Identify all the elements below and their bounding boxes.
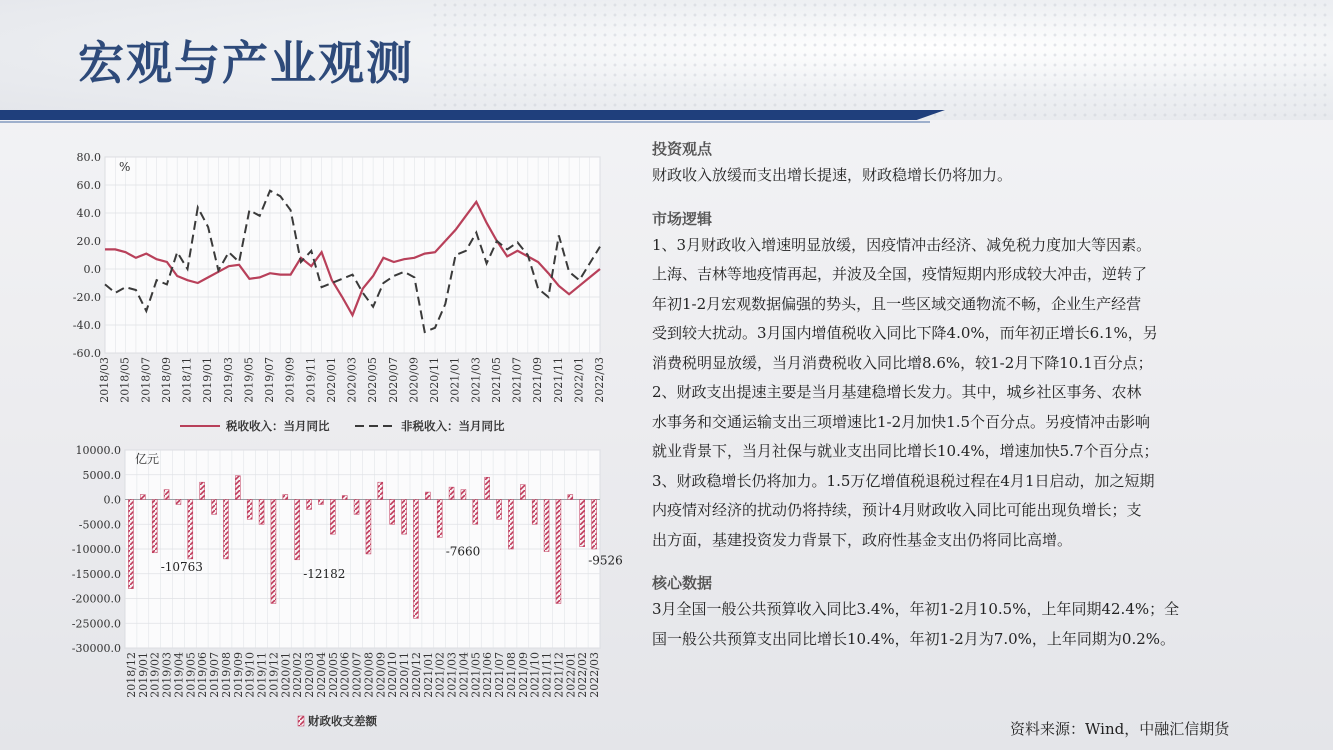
y-tick-label: -20000.0 — [71, 592, 121, 606]
analysis-panel — [652, 137, 1292, 654]
y-tick-label: 60.0 — [76, 179, 101, 192]
bar — [413, 500, 418, 619]
section-line: 2、财政支出提速主要是当月基建稳增长发力。其中，城乡社区事务、农林 — [652, 383, 1142, 401]
x-tick-label: 2020/09 — [374, 652, 388, 698]
x-tick-label: 2022/01 — [564, 652, 578, 698]
x-tick-label: 2018/03 — [98, 357, 111, 403]
x-tick-label: 2019/07 — [208, 652, 222, 698]
bar — [473, 500, 478, 525]
x-tick-label: 2022/03 — [588, 652, 602, 698]
bar — [152, 500, 157, 553]
x-tick-label: 2021/11 — [540, 652, 554, 698]
x-tick-label: 2021/09 — [516, 652, 530, 698]
bar — [318, 500, 323, 505]
bar — [556, 500, 561, 604]
world-map-dots — [430, 0, 1333, 118]
y-tick-label: 0.0 — [83, 263, 101, 276]
bar — [295, 500, 300, 560]
x-tick-label: 2021/03 — [445, 652, 459, 698]
page-title: 宏观与产业观测 — [78, 36, 414, 90]
bar — [461, 490, 466, 500]
x-tick-label: 2018/05 — [118, 357, 132, 403]
x-tick-label: 2019/11 — [304, 357, 318, 403]
y-tick-label: 40.0 — [76, 207, 101, 220]
x-tick-label: 2020/01 — [324, 357, 338, 403]
section-gap — [652, 555, 1292, 571]
y-tick-label: -15000.0 — [71, 567, 121, 581]
bar — [592, 500, 597, 550]
x-tick-label: 2022/03 — [593, 357, 606, 403]
y-tick-label: -60.0 — [72, 347, 101, 360]
data-label: -12182 — [303, 566, 346, 581]
bar — [342, 496, 347, 500]
x-tick-label: 2020/11 — [428, 357, 441, 403]
x-tick-label: 2021/04 — [457, 652, 471, 698]
section-line: 国一般公共预算支出同比增长10.4%，年初1-2月为7.0%，上年同期为0.2%。 — [652, 629, 1176, 648]
bar — [402, 500, 407, 535]
bar — [520, 485, 525, 500]
header-rule — [0, 110, 945, 120]
bar — [425, 492, 430, 499]
y-tick-label: 10000.0 — [75, 444, 121, 457]
x-tick-label: 2021/03 — [469, 357, 483, 403]
x-tick-label: 2018/12 — [124, 652, 138, 698]
bar — [390, 500, 395, 525]
x-tick-label: 2019/05 — [242, 357, 256, 403]
bar — [212, 500, 217, 515]
section-line: 水事务和交通运输支出三项增速比1-2月加快1.5个百分点。另疫情冲击影响 — [652, 412, 1151, 431]
source-note: 资料来源：Wind，中融汇信期货 — [1010, 720, 1230, 738]
bar — [200, 482, 205, 499]
x-tick-label: 2019/10 — [243, 652, 257, 698]
data-label: -7660 — [445, 544, 481, 559]
x-tick-label: 2021/10 — [528, 652, 542, 698]
x-tick-label: 2020/02 — [291, 652, 305, 698]
x-tick-label: 2019/09 — [283, 357, 297, 403]
x-tick-label: 2019/03 — [221, 357, 235, 403]
x-tick-label: 2020/01 — [279, 652, 293, 698]
x-tick-label: 2019/06 — [196, 652, 210, 698]
bar — [568, 495, 573, 500]
unit-label: % — [119, 160, 131, 174]
bar — [437, 500, 442, 538]
x-tick-label: 2019/01 — [136, 652, 150, 698]
x-tick-label: 2019/12 — [267, 652, 281, 698]
y-tick-label: -30000.0 — [71, 642, 121, 655]
section-line: 就业背景下，当月社保与就业支出同比增长10.4%，增速加快5.7个百分点； — [652, 442, 1159, 460]
section-line: 年初1-2月宏观数据偏强的势头，且一些区域交通物流不畅，企业生产经营 — [652, 294, 1142, 313]
bar — [188, 500, 193, 559]
x-tick-label: 2019/03 — [160, 652, 174, 698]
x-tick-label: 2019/02 — [148, 652, 162, 698]
x-tick-label: 2020/12 — [409, 652, 423, 698]
bar-chart — [70, 440, 623, 740]
x-tick-label: 2019/09 — [231, 652, 245, 698]
section-line: 上海、吉林等地疫情再起，并波及全国，疫情短期内形成较大冲击，逆转了 — [652, 265, 1148, 283]
bar — [128, 500, 133, 589]
x-tick-label: 2020/07 — [386, 357, 400, 403]
section-title: 市场逻辑 — [652, 209, 713, 228]
section-line: 受到较大扰动。3月国内增值税收入同比下降4.0%，而年初正增长6.1%，另 — [652, 324, 1158, 342]
x-tick-label: 2019/04 — [172, 652, 186, 698]
x-tick-label: 2020/10 — [386, 652, 400, 698]
x-tick-label: 2021/05 — [469, 652, 483, 698]
y-tick-label: -10000.0 — [71, 543, 121, 556]
legend-label: 非税收入：当月同比 — [401, 419, 505, 433]
section-gap — [652, 191, 1292, 207]
line-chart — [70, 145, 610, 445]
section-line: 财政收入放缓而支出增长提速，财政稳增长仍将加力。 — [652, 166, 1013, 184]
section-line: 内疫情对经济的扰动仍将持续，预计4月财政收入同比可能出现负增长；支 — [652, 501, 1142, 519]
x-tick-label: 2021/05 — [489, 357, 503, 403]
x-tick-label: 2020/05 — [366, 357, 380, 403]
x-tick-label: 2019/07 — [263, 357, 276, 403]
x-tick-label: 2021/09 — [531, 357, 545, 403]
bar — [330, 500, 335, 535]
bar — [164, 490, 169, 500]
x-tick-label: 2021/01 — [421, 652, 435, 698]
bar — [532, 500, 537, 525]
bar — [176, 500, 181, 505]
x-tick-label: 2019/11 — [255, 652, 269, 698]
section-line: 3月全国一般公共预算收入同比3.4%，年初1-2月10.5%，上年同期42.4%；全 — [652, 600, 1180, 618]
bar — [283, 495, 288, 500]
x-tick-label: 2019/08 — [219, 652, 233, 698]
section-line: 出方面，基建投资发力背景下，政府性基金支出仍将同比高增。 — [652, 530, 1073, 549]
x-tick-label: 2021/12 — [552, 652, 566, 698]
x-tick-label: 2021/06 — [481, 652, 495, 698]
bar — [378, 482, 383, 499]
bar — [497, 500, 502, 520]
y-tick-label: 5000.0 — [82, 468, 121, 482]
x-tick-label: 2018/11 — [180, 357, 194, 403]
bar — [354, 500, 359, 515]
section-title: 投资观点 — [652, 140, 713, 158]
x-tick-label: 2022/02 — [576, 652, 590, 698]
bar — [449, 487, 454, 499]
x-tick-label: 2021/08 — [504, 652, 518, 698]
legend-label: 财政收支差额 — [308, 714, 377, 728]
y-tick-label: -40.0 — [72, 319, 101, 332]
x-tick-label: 2021/07 — [510, 357, 524, 403]
y-tick-label: 80.0 — [76, 151, 101, 164]
x-tick-label: 2021/02 — [433, 652, 447, 698]
x-tick-label: 2019/05 — [184, 652, 198, 698]
bar — [140, 495, 145, 500]
bar — [271, 500, 276, 604]
x-tick-label: 2020/11 — [398, 652, 412, 698]
legend-label: 税收收入：当月同比 — [226, 419, 330, 433]
x-tick-label: 2022/01 — [572, 357, 586, 403]
bar — [485, 477, 490, 499]
section-title: 核心数据 — [652, 574, 713, 592]
bar — [544, 500, 549, 552]
header-rule-thin — [0, 121, 930, 123]
unit-label: 亿元 — [135, 452, 160, 466]
bar — [235, 476, 240, 500]
bar — [259, 500, 264, 525]
x-tick-label: 2020/04 — [314, 652, 328, 698]
x-tick-label: 2020/06 — [338, 652, 352, 698]
x-tick-label: 2021/11 — [551, 357, 565, 403]
x-tick-label: 2018/09 — [159, 357, 173, 403]
section-line: 3、财政稳增长仍将加力。1.5万亿增值税退税过程在4月1日启动，加之短期 — [652, 471, 1155, 490]
bar — [247, 500, 252, 520]
bar — [366, 500, 371, 554]
x-tick-label: 2020/03 — [345, 357, 359, 403]
x-tick-label: 2021/07 — [493, 652, 507, 698]
x-tick-label: 2019/01 — [201, 357, 215, 403]
data-label: -9526 — [588, 553, 623, 568]
legend-swatch — [298, 716, 304, 726]
y-tick-label: 0.0 — [103, 493, 121, 507]
x-tick-label: 2020/08 — [362, 652, 376, 698]
x-tick-label: 2018/07 — [139, 357, 153, 403]
bar — [508, 500, 513, 550]
bar — [307, 500, 312, 510]
x-tick-label: 2020/09 — [407, 357, 421, 403]
y-tick-label: -25000.0 — [71, 617, 121, 631]
y-tick-label: 20.0 — [76, 235, 101, 248]
x-tick-label: 2020/07 — [350, 652, 364, 698]
x-tick-label: 2020/05 — [326, 652, 340, 698]
x-tick-label: 2020/03 — [303, 652, 317, 698]
section-line: 消费税明显放缓，当月消费税收入同比增8.6%，较1-2月下降10.1百分点； — [652, 353, 1153, 372]
bar — [580, 500, 585, 547]
section-line: 1、3月财政收入增速明显放缓，因疫情冲击经济、减免税力度加大等因素。 — [652, 235, 1152, 254]
bar — [223, 500, 228, 559]
y-tick-label: -20.0 — [72, 291, 101, 304]
x-tick-label: 2021/01 — [448, 357, 462, 403]
y-tick-label: -5000.0 — [78, 518, 121, 532]
data-label: -10763 — [160, 559, 203, 574]
